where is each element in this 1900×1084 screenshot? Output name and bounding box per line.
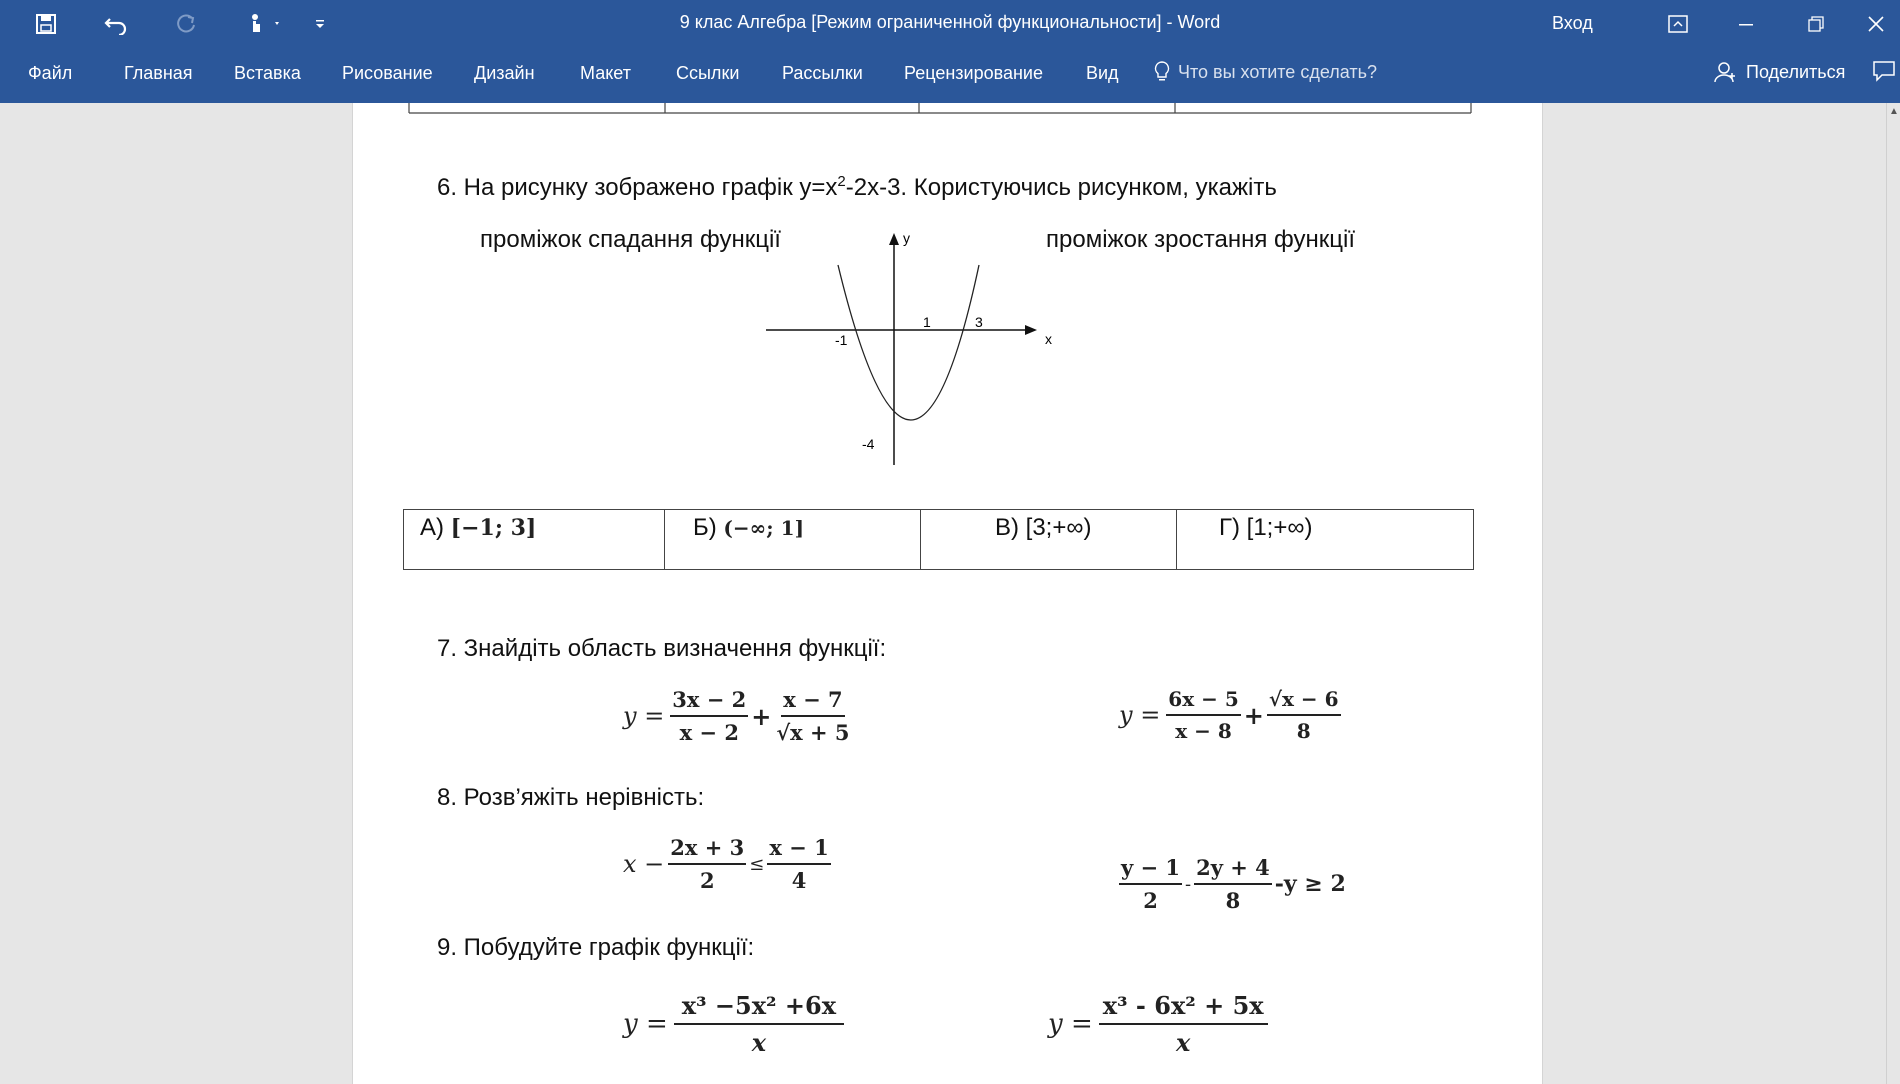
tab-references[interactable]: Ссылки xyxy=(676,63,740,83)
answer-b-label: Б) xyxy=(693,514,717,541)
q8-f2-num2: 2y + 4 xyxy=(1194,855,1272,885)
answer-a-label: А) xyxy=(420,514,444,541)
tab-file[interactable]: Файл xyxy=(28,63,73,83)
q8-text: 8. Розв’яжіть нерівність: xyxy=(437,784,705,811)
title-bar xyxy=(0,0,1900,48)
q9-formula-1 xyxy=(623,991,844,1057)
q6-text-pre: 6. На рисунку зображено графік у=х xyxy=(437,174,838,201)
tick-label-minus-4: -4 xyxy=(862,436,875,452)
y-axis-arrow xyxy=(889,233,899,245)
q9-f2-lhs: y = xyxy=(1048,1009,1093,1039)
x-axis-label: x xyxy=(1045,331,1052,347)
q7-f2-den1: x − 8 xyxy=(1175,719,1232,743)
q6-left-label: проміжок спадання функції xyxy=(480,226,781,253)
q6-right-label: проміжок зростання функції xyxy=(1046,226,1356,253)
q7-f1-plus: + xyxy=(751,701,772,731)
answer-option-a[interactable] xyxy=(404,510,665,570)
tab-home[interactable]: Главная xyxy=(124,63,193,83)
minimize-icon[interactable] xyxy=(1716,0,1776,48)
q6-text xyxy=(437,173,1277,202)
vertical-scrollbar[interactable] xyxy=(1886,103,1900,1084)
answer-c-label: В) [3;+∞) xyxy=(995,514,1092,541)
q7-f2-num1: 6x − 5 xyxy=(1166,687,1240,716)
tell-me-box[interactable] xyxy=(1154,61,1377,83)
close-icon[interactable] xyxy=(1852,0,1900,48)
tab-view[interactable]: Вид xyxy=(1086,63,1119,83)
q8-f1-den2: 4 xyxy=(791,868,807,893)
q8-f2-den1: 2 xyxy=(1143,888,1158,913)
q9-f1-num: x³ −5x² +6x xyxy=(674,991,844,1025)
lightbulb-icon xyxy=(1154,61,1170,83)
q7-f1-num1: 3x − 2 xyxy=(670,687,748,717)
window-title: 9 клас Алгебра [Режим ограниченной функциональности] - Word xyxy=(679,12,1221,32)
tick-label-minus-1: -1 xyxy=(835,332,848,348)
q9-f1-den: x xyxy=(751,1028,767,1057)
comments-icon[interactable] xyxy=(1872,60,1896,87)
q7-text: 7. Знайдіть область визначення функції: xyxy=(437,635,887,662)
q8-f1-pre: x − xyxy=(623,850,665,878)
y-axis-label: y xyxy=(903,230,910,246)
scroll-up-arrow-icon[interactable]: ▲ xyxy=(1889,106,1899,117)
parabola-graph xyxy=(761,223,1061,483)
answer-d-label: Г) [1;+∞) xyxy=(1219,514,1313,541)
person-icon xyxy=(1714,61,1738,83)
q8-f2-minus: - xyxy=(1185,873,1192,895)
x-axis-arrow xyxy=(1025,325,1037,335)
q7-formula-1 xyxy=(623,687,852,745)
q8-f2-tail: -y ≥ 2 xyxy=(1274,871,1346,897)
q7-f2-plus: + xyxy=(1243,700,1264,730)
answer-b-value: (−∞; 1] xyxy=(723,516,805,540)
parabola-curve xyxy=(838,265,979,420)
tab-mailings[interactable]: Рассылки xyxy=(782,63,863,83)
q8-formula-2 xyxy=(1119,855,1346,913)
q9-f2-num: x³ - 6x² + 5x xyxy=(1099,991,1268,1025)
q7-f2-den2: 8 xyxy=(1296,719,1311,743)
q8-f2-num1: y − 1 xyxy=(1119,855,1182,885)
q8-f1-leq: ≤ xyxy=(749,853,765,875)
q8-f1-den1: 2 xyxy=(699,868,715,893)
ribbon xyxy=(0,48,1900,103)
q7-f2-num2: √x − 6 xyxy=(1267,687,1341,716)
answer-option-c[interactable] xyxy=(921,510,1177,570)
share-button[interactable] xyxy=(1714,61,1845,83)
q9-f2-den: x xyxy=(1176,1028,1191,1057)
ribbon-display-icon[interactable] xyxy=(1648,0,1708,48)
tell-me-text: Что вы хотите сделать? xyxy=(1178,61,1377,82)
tab-layout[interactable]: Макет xyxy=(580,63,631,83)
q7-f1-lhs: y = xyxy=(623,702,665,730)
q7-f1-den1: x − 2 xyxy=(679,720,739,745)
tab-insert[interactable]: Вставка xyxy=(234,63,301,83)
q6-answer-table xyxy=(403,509,1474,570)
q7-f1-den2: √x + 5 xyxy=(776,720,850,745)
sign-in-link[interactable]: Вход xyxy=(1552,13,1593,33)
q6-superscript: 2 xyxy=(837,173,846,190)
q9-f1-lhs: y = xyxy=(623,1009,668,1039)
q9-formula-2 xyxy=(1048,991,1268,1057)
tick-label-1: 1 xyxy=(923,314,931,330)
tab-design[interactable]: Дизайн xyxy=(474,63,535,83)
tab-draw[interactable]: Рисование xyxy=(342,63,433,83)
q7-f2-lhs: y = xyxy=(1119,701,1161,729)
answer-a-value: [−1; 3] xyxy=(450,515,537,541)
q8-f1-num2: x − 1 xyxy=(767,835,830,865)
answer-option-d[interactable] xyxy=(1177,510,1474,570)
q8-formula-1 xyxy=(623,835,831,893)
q8-f1-num1: 2x + 3 xyxy=(668,835,746,865)
restore-icon[interactable] xyxy=(1786,0,1846,48)
q7-formula-2 xyxy=(1119,687,1341,743)
previous-table-edge xyxy=(353,103,1542,115)
tick-label-3: 3 xyxy=(975,314,983,330)
q9-text: 9. Побудуйте графік функції: xyxy=(437,934,755,961)
tab-review[interactable]: Рецензирование xyxy=(904,63,1043,83)
answer-option-b[interactable] xyxy=(665,510,921,570)
q8-f2-den2: 8 xyxy=(1225,888,1241,913)
share-label: Поделиться xyxy=(1746,61,1846,82)
q6-text-post: -2х-3. Користуючись рисунком, укажіть xyxy=(845,174,1277,201)
document-page[interactable] xyxy=(352,103,1543,1084)
q7-f1-num2: x − 7 xyxy=(781,687,844,717)
